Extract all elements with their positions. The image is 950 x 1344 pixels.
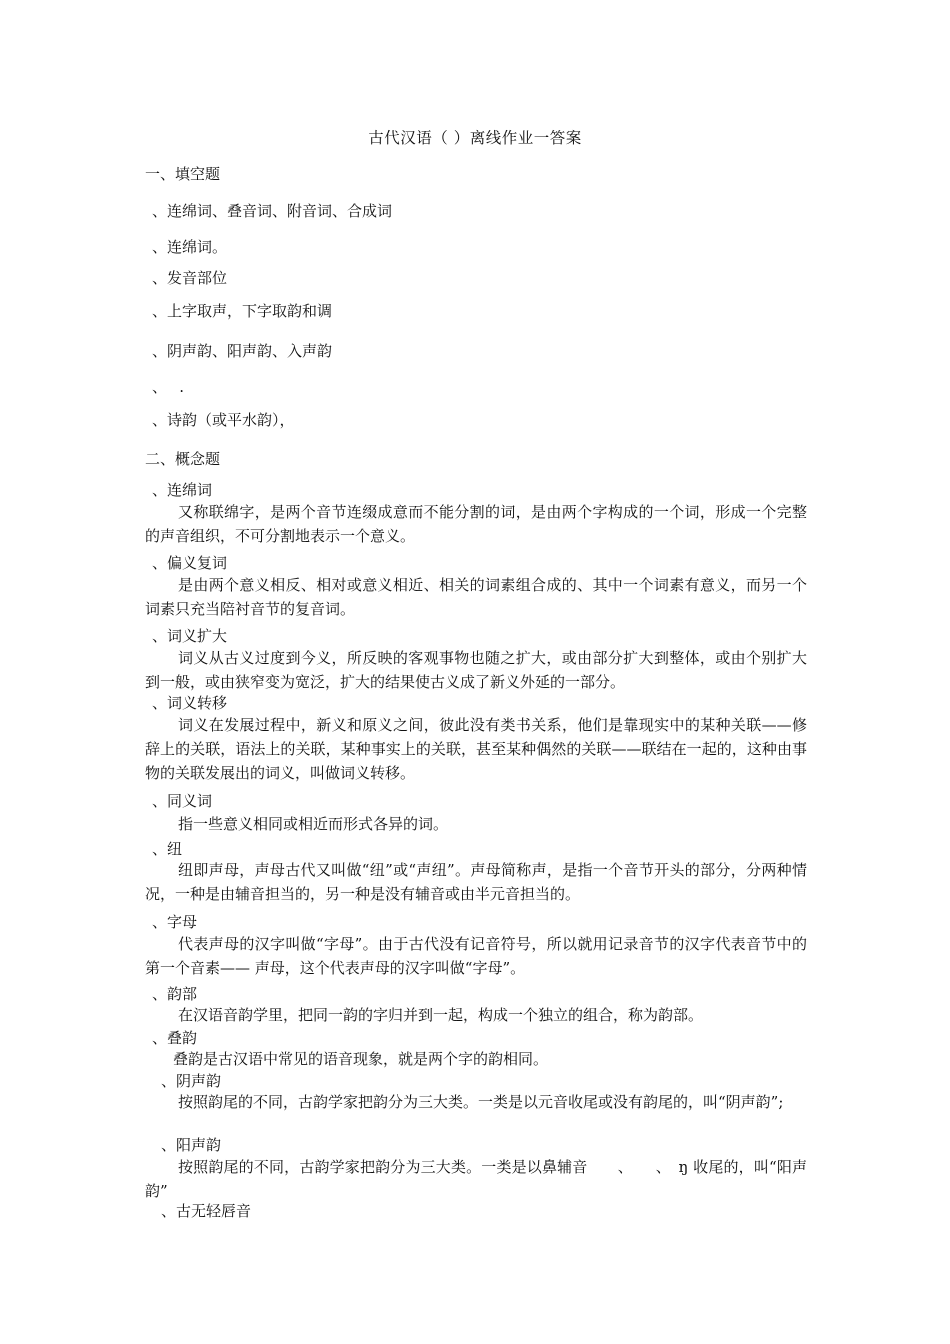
concept-definition: 叠韵是古汉语中常见的语音现象，就是两个字的韵相同。 [173,1050,549,1068]
concept-term: 、词义转移 [152,694,228,712]
concept-definition: 按照韵尾的不同，古韵学家把韵分为三大类。一类是以鼻辅音 、 、 ŋ 收尾的，叫“阳声韵” [145,1158,807,1200]
concept-definition: 又称联绵字，是两个音节连缀成意而不能分割的词，是由两个字构成的一个词，形成一个完整的声音组织，不可分割地表示一个意义。 [145,503,807,545]
concept-term: 、同义词 [152,792,213,810]
fill-answer-4: 、上字取声，下字取韵和调 [152,302,333,320]
concept-term: 、连绵词 [152,481,213,499]
concept-definition: 在汉语音韵学里，把同一韵的字归并到一起，构成一个独立的组合，称为韵部。 [178,1006,704,1024]
section-heading-fill-in: 一、填空题 [145,165,221,183]
fill-answer-6: 、 . [152,378,185,396]
concept-definition: 指一些意义相同或相近而形式各异的词。 [178,815,449,833]
page-title: 古代汉语（ ）离线作业一答案 [368,129,582,147]
concept-term: 、古无轻唇音 [161,1202,252,1220]
concept-term: 、阴声韵 [161,1072,222,1090]
concept-definition: 按照韵尾的不同，古韵学家把韵分为三大类。一类是以元音收尾或没有韵尾的，叫“阴声韵”; [178,1093,784,1111]
fill-answer-1: 、连绵词、叠音词、附音词、合成词 [152,202,393,220]
concept-definition: 词义在发展过程中，新义和原义之间，彼此没有类书关系，他们是靠现实中的某种关联——修辞上的关联，语法上的关联，某种事实上的关联，甚至某种偶然的关联——联结在一起的，这种由事物的关联发展出的词义，叫做词义转移。 [145,716,807,782]
concept-term: 、偏义复词 [152,554,228,572]
section-heading-concepts: 二、概念题 [145,450,221,468]
fill-answer-3: 、发音部位 [152,269,228,287]
concept-definition: 是由两个意义相反、相对或意义相近、相关的词素组合成的、其中一个词素有意义，而另一个词素只充当陪衬音节的复音词。 [145,576,807,618]
concept-definition: 纽即声母，声母古代又叫做“纽”或“声纽”。声母简称声，是指一个音节开头的部分，分两种情况，一种是由辅音担当的，另一种是没有辅音或由半元音担当的。 [145,861,807,903]
concept-definition: 代表声母的汉字叫做“字母”。由于古代没有记音符号，所以就用记录音节的汉字代表音节中的第一个音素—— 声母，这个代表声母的汉字叫做“字母”。 [145,935,807,977]
concept-term: 、韵部 [152,985,198,1003]
concept-term: 、叠韵 [152,1029,198,1047]
concept-term: 、纽 [152,840,183,858]
concept-definition: 词义从古义过度到今义，所反映的客观事物也随之扩大，或由部分扩大到整体，或由个别扩大到一般，或由狭窄变为宽泛，扩大的结果使古义成了新义外延的一部分。 [145,649,807,691]
concept-term: 、字母 [152,913,198,931]
fill-answer-7: 、诗韵（或平水韵）， [152,411,295,429]
fill-answer-5: 、阴声韵、阳声韵、入声韵 [152,342,333,360]
concept-term: 、词义扩大 [152,627,228,645]
fill-answer-2: 、连绵词。 [152,238,228,256]
concept-term: 、阳声韵 [161,1136,222,1154]
